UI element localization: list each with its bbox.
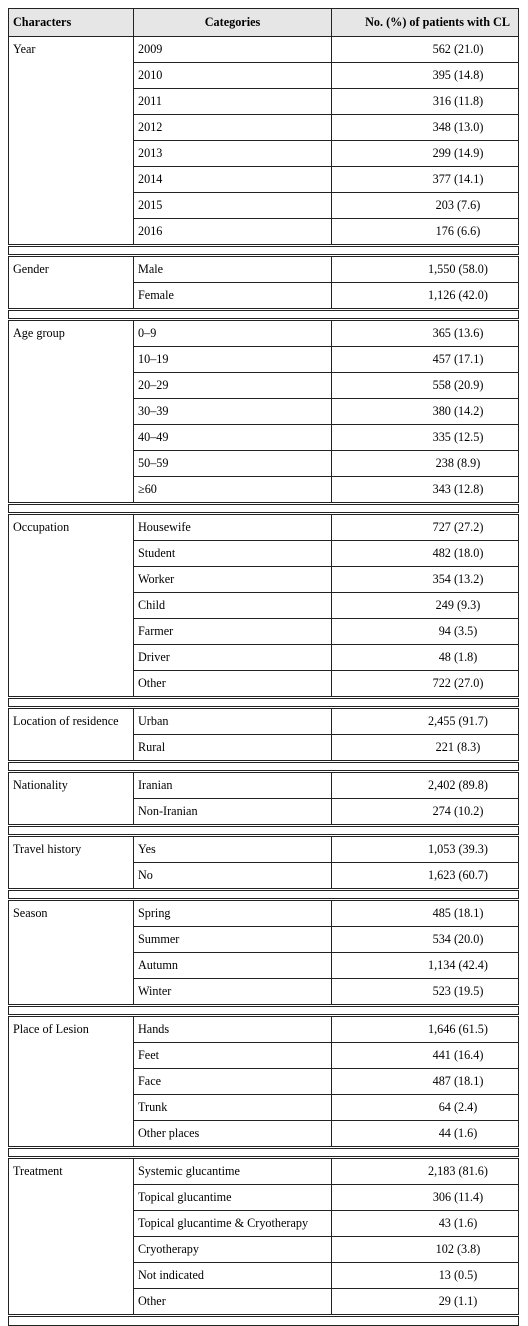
- count-cell: 523 (19.5): [332, 979, 519, 1006]
- category-cell: Non-Iranian: [134, 799, 332, 826]
- divider-cell: [9, 310, 519, 320]
- count-cell: 487 (18.1): [332, 1069, 519, 1095]
- table-row: [9, 708, 519, 735]
- category-cell: 2010: [134, 63, 332, 89]
- header-characters: Characters: [9, 9, 134, 37]
- divider-cell: [9, 1006, 519, 1016]
- count-cell: 221 (8.3): [332, 735, 519, 762]
- category-cell: Child: [134, 593, 332, 619]
- count-cell: 2,455 (91.7): [332, 708, 519, 735]
- table-row: [9, 320, 519, 347]
- category-cell: 10–19: [134, 347, 332, 373]
- count-cell: 395 (14.8): [332, 63, 519, 89]
- count-cell: 727 (27.2): [332, 514, 519, 541]
- category-cell: 2011: [134, 89, 332, 115]
- count-cell: 249 (9.3): [332, 593, 519, 619]
- category-cell: Student: [134, 541, 332, 567]
- category-cell: Topical glucantime & Cryotherapy: [134, 1211, 332, 1237]
- category-cell: 2009: [134, 37, 332, 63]
- count-cell: 48 (1.8): [332, 645, 519, 671]
- count-cell: 306 (11.4): [332, 1185, 519, 1211]
- table-row: [9, 836, 519, 863]
- count-cell: 380 (14.2): [332, 399, 519, 425]
- table-row: [9, 37, 519, 63]
- category-cell: No: [134, 863, 332, 890]
- divider-cell: [9, 246, 519, 256]
- count-cell: 316 (11.8): [332, 89, 519, 115]
- characteristic-label: Age group: [9, 320, 134, 504]
- category-cell: 40–49: [134, 425, 332, 451]
- category-cell: Worker: [134, 567, 332, 593]
- category-cell: Summer: [134, 927, 332, 953]
- count-cell: 1,134 (42.4): [332, 953, 519, 979]
- category-cell: Not indicated: [134, 1263, 332, 1289]
- category-cell: 2016: [134, 219, 332, 246]
- characteristic-label: Nationality: [9, 772, 134, 826]
- group-divider: [9, 504, 519, 514]
- group-divider: [9, 826, 519, 836]
- count-cell: 299 (14.9): [332, 141, 519, 167]
- count-cell: 238 (8.9): [332, 451, 519, 477]
- category-cell: 2013: [134, 141, 332, 167]
- count-cell: 29 (1.1): [332, 1289, 519, 1316]
- count-cell: 1,053 (39.3): [332, 836, 519, 863]
- count-cell: 485 (18.1): [332, 900, 519, 927]
- category-cell: Autumn: [134, 953, 332, 979]
- count-cell: 343 (12.8): [332, 477, 519, 504]
- category-cell: Other: [134, 671, 332, 698]
- category-cell: ≥60: [134, 477, 332, 504]
- divider-cell: [9, 504, 519, 514]
- group-divider: [9, 890, 519, 900]
- header-count: No. (%) of patients with CL: [332, 9, 519, 37]
- count-cell: 1,623 (60.7): [332, 863, 519, 890]
- divider-cell: [9, 1148, 519, 1158]
- count-cell: 1,646 (61.5): [332, 1016, 519, 1043]
- characteristic-label: Treatment: [9, 1158, 134, 1316]
- group-divider: [9, 1316, 519, 1326]
- category-cell: Other places: [134, 1121, 332, 1148]
- category-cell: 2014: [134, 167, 332, 193]
- table-row: [9, 1158, 519, 1185]
- count-cell: 335 (12.5): [332, 425, 519, 451]
- count-cell: 176 (6.6): [332, 219, 519, 246]
- count-cell: 558 (20.9): [332, 373, 519, 399]
- table-body: [9, 37, 519, 1326]
- category-cell: Yes: [134, 836, 332, 863]
- category-cell: Other: [134, 1289, 332, 1316]
- category-cell: Urban: [134, 708, 332, 735]
- category-cell: Spring: [134, 900, 332, 927]
- characteristic-label: Travel history: [9, 836, 134, 890]
- category-cell: Winter: [134, 979, 332, 1006]
- header-row: [9, 9, 519, 37]
- divider-cell: [9, 762, 519, 772]
- category-cell: Trunk: [134, 1095, 332, 1121]
- category-cell: Feet: [134, 1043, 332, 1069]
- category-cell: 20–29: [134, 373, 332, 399]
- category-cell: Housewife: [134, 514, 332, 541]
- count-cell: 102 (3.8): [332, 1237, 519, 1263]
- divider-cell: [9, 1316, 519, 1326]
- group-divider: [9, 1148, 519, 1158]
- count-cell: 562 (21.0): [332, 37, 519, 63]
- count-cell: 722 (27.0): [332, 671, 519, 698]
- count-cell: 348 (13.0): [332, 115, 519, 141]
- category-cell: Topical glucantime: [134, 1185, 332, 1211]
- count-cell: 94 (3.5): [332, 619, 519, 645]
- count-cell: 203 (7.6): [332, 193, 519, 219]
- category-cell: 2012: [134, 115, 332, 141]
- category-cell: Farmer: [134, 619, 332, 645]
- table-row: [9, 900, 519, 927]
- count-cell: 354 (13.2): [332, 567, 519, 593]
- count-cell: 43 (1.6): [332, 1211, 519, 1237]
- category-cell: 50–59: [134, 451, 332, 477]
- group-divider: [9, 246, 519, 256]
- table-row: [9, 514, 519, 541]
- count-cell: 534 (20.0): [332, 927, 519, 953]
- count-cell: 13 (0.5): [332, 1263, 519, 1289]
- count-cell: 377 (14.1): [332, 167, 519, 193]
- group-divider: [9, 762, 519, 772]
- cl-patient-characteristics-table: [8, 8, 518, 1326]
- category-cell: Rural: [134, 735, 332, 762]
- category-cell: Face: [134, 1069, 332, 1095]
- count-cell: 365 (13.6): [332, 320, 519, 347]
- characteristic-label: Place of Lesion: [9, 1016, 134, 1148]
- category-cell: Cryotherapy: [134, 1237, 332, 1263]
- category-cell: Systemic glucantime: [134, 1158, 332, 1185]
- count-cell: 1,550 (58.0): [332, 256, 519, 283]
- count-cell: 457 (17.1): [332, 347, 519, 373]
- category-cell: 2015: [134, 193, 332, 219]
- count-cell: 482 (18.0): [332, 541, 519, 567]
- divider-cell: [9, 890, 519, 900]
- header-categories: Categories: [134, 9, 332, 37]
- group-divider: [9, 1006, 519, 1016]
- characteristic-label: Location of residence: [9, 708, 134, 762]
- group-divider: [9, 698, 519, 708]
- category-cell: 30–39: [134, 399, 332, 425]
- count-cell: 2,402 (89.8): [332, 772, 519, 799]
- divider-cell: [9, 826, 519, 836]
- category-cell: Iranian: [134, 772, 332, 799]
- count-cell: 2,183 (81.6): [332, 1158, 519, 1185]
- category-cell: Driver: [134, 645, 332, 671]
- count-cell: 441 (16.4): [332, 1043, 519, 1069]
- count-cell: 64 (2.4): [332, 1095, 519, 1121]
- count-cell: 274 (10.2): [332, 799, 519, 826]
- category-cell: Female: [134, 283, 332, 310]
- characteristic-label: Year: [9, 37, 134, 246]
- category-cell: Male: [134, 256, 332, 283]
- characteristic-label: Season: [9, 900, 134, 1006]
- data-table: [8, 8, 519, 1326]
- count-cell: 44 (1.6): [332, 1121, 519, 1148]
- divider-cell: [9, 698, 519, 708]
- characteristic-label: Gender: [9, 256, 134, 310]
- group-divider: [9, 310, 519, 320]
- table-row: [9, 1016, 519, 1043]
- count-cell: 1,126 (42.0): [332, 283, 519, 310]
- table-row: [9, 256, 519, 283]
- category-cell: Hands: [134, 1016, 332, 1043]
- category-cell: 0–9: [134, 320, 332, 347]
- table-row: [9, 772, 519, 799]
- characteristic-label: Occupation: [9, 514, 134, 698]
